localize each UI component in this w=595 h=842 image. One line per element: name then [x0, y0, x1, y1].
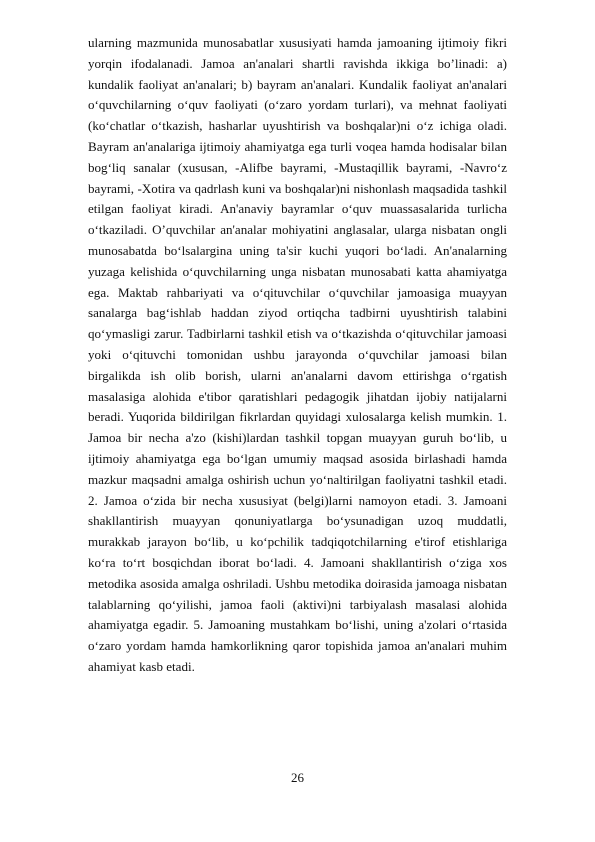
body-paragraph: ularning mazmunida munosabatlar xususiyati hamda jamoaning ijtimoiy fikri yorqin ifodalanadi. Jamoa an'analari shartli ravishda ikkiga bo’linadi: a) kundalik faoliyat an'analari; b) bayram an'analari. Kundalik faoliyat an'analari o‘quvchilarning o‘quv faoliyati (o‘zaro yordam turlari), va mehnat faoliyati (ko‘chatlar o‘tkazish, hasharlar uyushtirish va boshqalar)ni o‘z ichiga oladi. Bayram an'analariga ijtimoiy ahamiyatga ega turli voqea hamda hodisalar bilan bog‘liq sanalar (xususan, -Alifbe bayrami, -Mustaqillik bayrami, -Navro‘z bayrami, -Xotira va qadrlash kuni va boshqalar)ni nishonlash maqsadida tashkil etilgan faoliyat kiradi. An'anaviy bayramlar o‘quv muassasalarida turlicha o‘tkaziladi. O’quvchilar an'analar mohiyatini anglasalar, ularga nisbatan ongli munosabatda bo‘lsalargina uning ta'sir kuchi yuqori bo‘ladi. An'analarning yuzaga kelishida o‘quvchilarning unga nisbatan munosabati katta ahamiyatga ega. Maktab rahbariyati va o‘qituvchilar o‘quvchilar jamoasiga muayyan sanalarga bag‘ishlab haddan ziyod ortiqcha tadbirni uyushtirish talabini qo‘ymasligi zarur. Tadbirlarni tashkil etish va o‘tkazishda o‘qituvchilar jamoasi yoki o‘qituvchi tomonidan ushbu jarayonda o‘quvchilar jamoasi bilan birgalikda ish olib borish, ularni an'analarni davom ettirishga o‘rgatish masalasiga alohida e'tibor qaratishlari pedagogik jihatdan ijobiy natijalarni beradi. Yuqorida bildirilgan fikrlardan quyidagi xulosalarga kelish mumkin. 1. Jamoa bir necha a'zo (kishi)lardan tashkil topgan muayyan guruh bo‘lib, u ijtimoiy ahamiyatga ega bo‘lgan umumiy maqsad asosida birlashadi hamda mazkur maqsadni amalga oshirish uchun yo‘naltirilgan faoliyatni tashkil etadi. 2. Jamoa o‘zida bir necha xususiyat (belgi)larni namoyon etadi. 3. Jamoani shakllantirish muayyan qonuniyatlarga bo‘ysunadigan uzoq muddatli, murakkab jarayon bo‘lib, u ko‘pchilik tadqiqotchilarning e'tirof etishlariga ko‘ra to‘rt bosqichdan iborat bo‘ladi. 4. Jamoani shakllantirish o‘ziga xos metodika asosida amalga oshriladi. Ushbu metodika doirasida jamoaga nisbatan talablarning qo‘yilishi, jamoa faoli (aktivi)ni tarbiyalash masalasi alohida ahamiyatga egadir. 5. Jamoaning mustahkam bo‘lishi, uning a'zolari o‘rtasida o‘zaro yordam hamda hamkorlikning qaror topishida jamoa an'analari muhim ahamiyat kasb etadi. — [88, 35, 507, 674]
page-number: 26 — [291, 770, 304, 785]
